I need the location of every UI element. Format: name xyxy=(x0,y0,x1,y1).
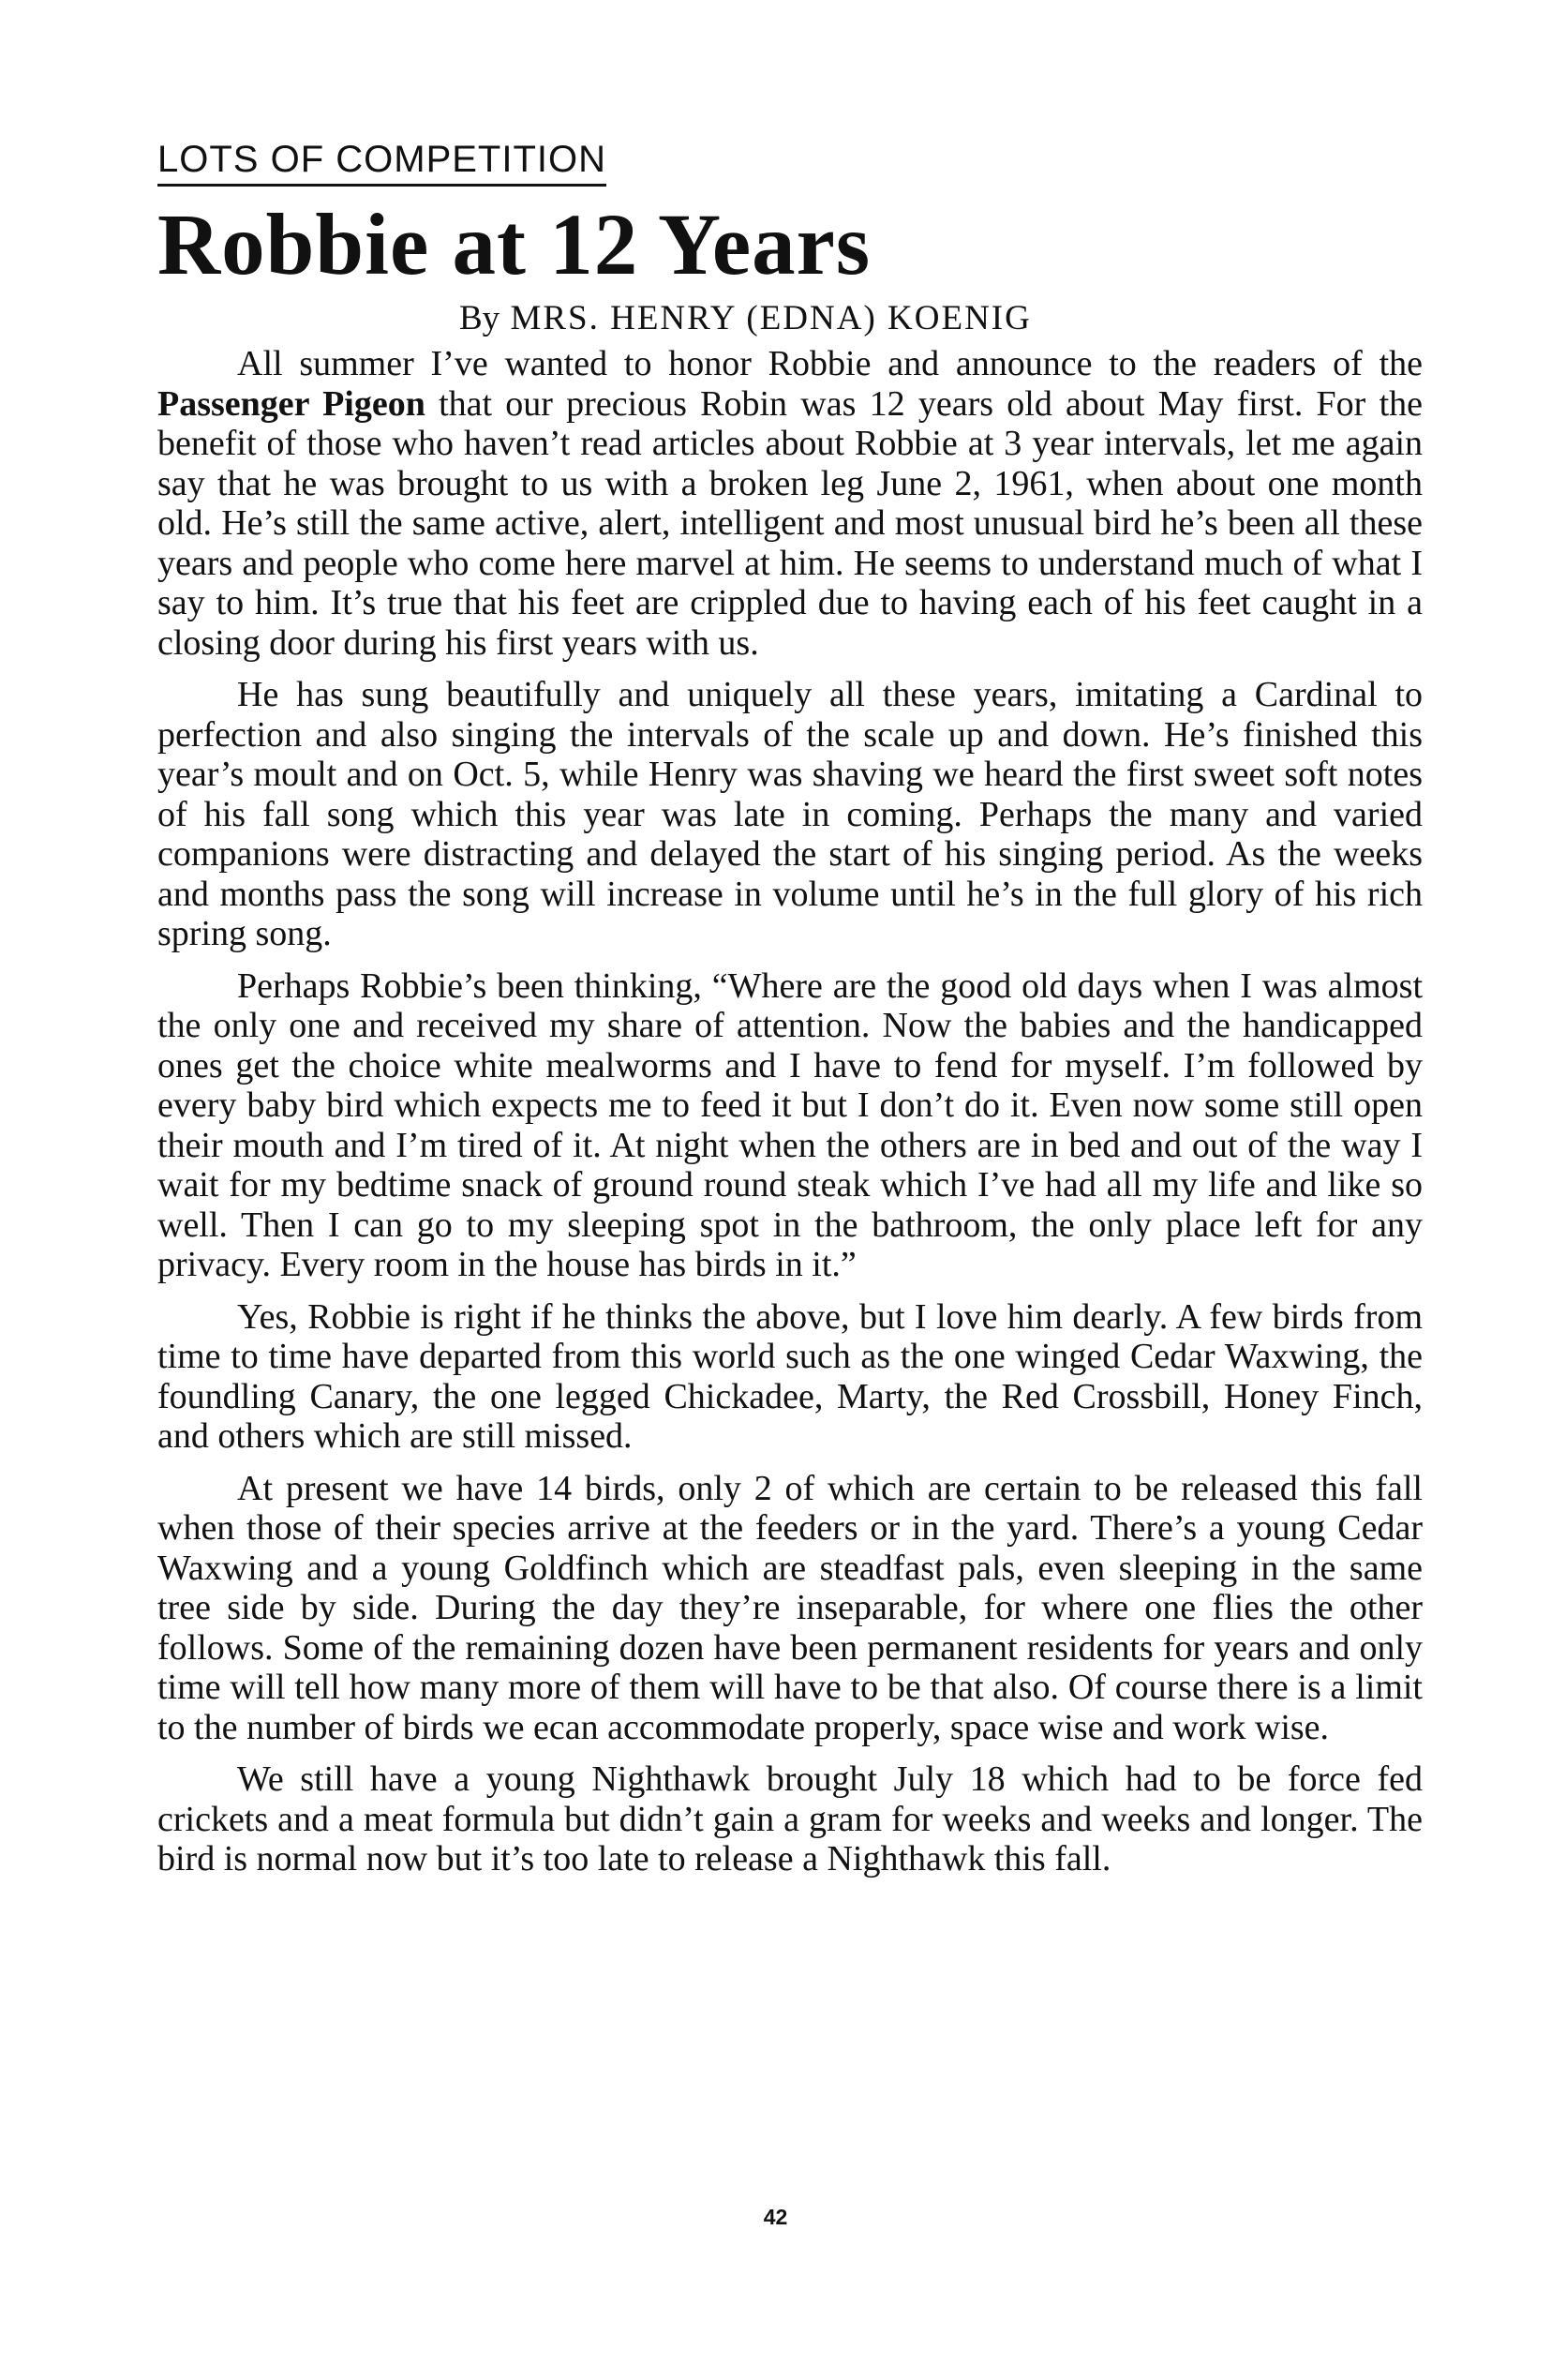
page-number: 42 xyxy=(763,2205,788,2229)
paragraph-5: At present we have 14 birds, only 2 of which are certain to be released this fall when those of their species arrive at the feeders or in the yard. There’s a young Cedar Waxwing and a young Goldfinch which are steadfast pals, even sleeping in the same tree side by side. During the day they’re inseparable, for where one flies the other follows. Some of the remaining dozen have been permanent residents for years and only time will tell how many more of them will have to be that also. Of course there is a limit to the number of birds we ecan accommodate properly, space wise and work wise. xyxy=(157,1468,1423,1747)
paragraph-4: Yes, Robbie is right if he thinks the above, but I love him dearly. A few birds from time to time have departed from this world such as the one winged Cedar Waxwing, the foundling Canary, the one legged Chickadee, Marty, the Red Crossbill, Honey Finch, and others which are still missed. xyxy=(157,1296,1423,1456)
paragraph-3: Perhaps Robbie’s been thinking, “Where are the good old days when I was almost the only one and received my share of attention. Now the babies and the handicapped ones get the choice white mealworms and I have to fend for myself. I’m followed by every baby bird which expects me to feed it but I don’t do it. Even now some still open their mouth and I’m tired of it. At night when the others are in bed and out of the way I wait for my bedtime snack of ground round steak which I’ve had all my life and like so well. Then I can go to my sleeping spot in the bathroom, the only place left for any privacy. Every room in the house has birds in it.” xyxy=(157,965,1423,1284)
article-page xyxy=(157,141,1423,1892)
paragraph-1-text-start: All summer I’ve wanted to honor Robbie and announce to the readers of the xyxy=(237,344,1423,383)
paragraph-6: We still have a young Nighthawk brought July 18 which had to be force fed crickets and a meat formula but didn’t gain a gram for weeks and weeks and longer. The bird is normal now but it’s too late to release a Nighthawk this fall. xyxy=(157,1759,1423,1879)
byline-author: MRS. HENRY (EDNA) KOENIG xyxy=(510,299,1032,337)
byline xyxy=(157,298,1423,338)
paragraph-2: He has sung beautifully and uniquely all these years, imitating a Cardinal to perfection and also singing the intervals of the scale up and down. He’s finished this year’s moult and on Oct. 5, while Henry was shaving we heard the first sweet soft notes of his fall song which this year was late in coming. Perhaps the many and varied companions were distracting and delayed the start of his singing period. As the weeks and months pass the song will increase in volume until he’s in the full glory of his rich spring song. xyxy=(157,675,1423,953)
paragraph-1 xyxy=(157,344,1423,663)
byline-prefix: By xyxy=(459,299,500,337)
section-label: LOTS OF COMPETITION xyxy=(157,141,606,187)
article-title: Robbie at 12 Years xyxy=(157,197,872,293)
publication-name: Passenger Pigeon xyxy=(157,383,425,424)
paragraph-1-text-end: that our precious Robin was 12 years old about May first. For the benefit of those who haven’t read articles about Robbie at 3 year intervals, let me again say that he was brought to us with a broken leg June 2, 1961, when about one month old. He’s still the same active, alert, intelligent and most unusual bird he’s been all these years and people who come here marvel at him. He seems to understand much of what I say to him. It’s true that his feet are crippled due to having each of his feet caught in a closing door during his first years with us. xyxy=(157,383,1423,663)
